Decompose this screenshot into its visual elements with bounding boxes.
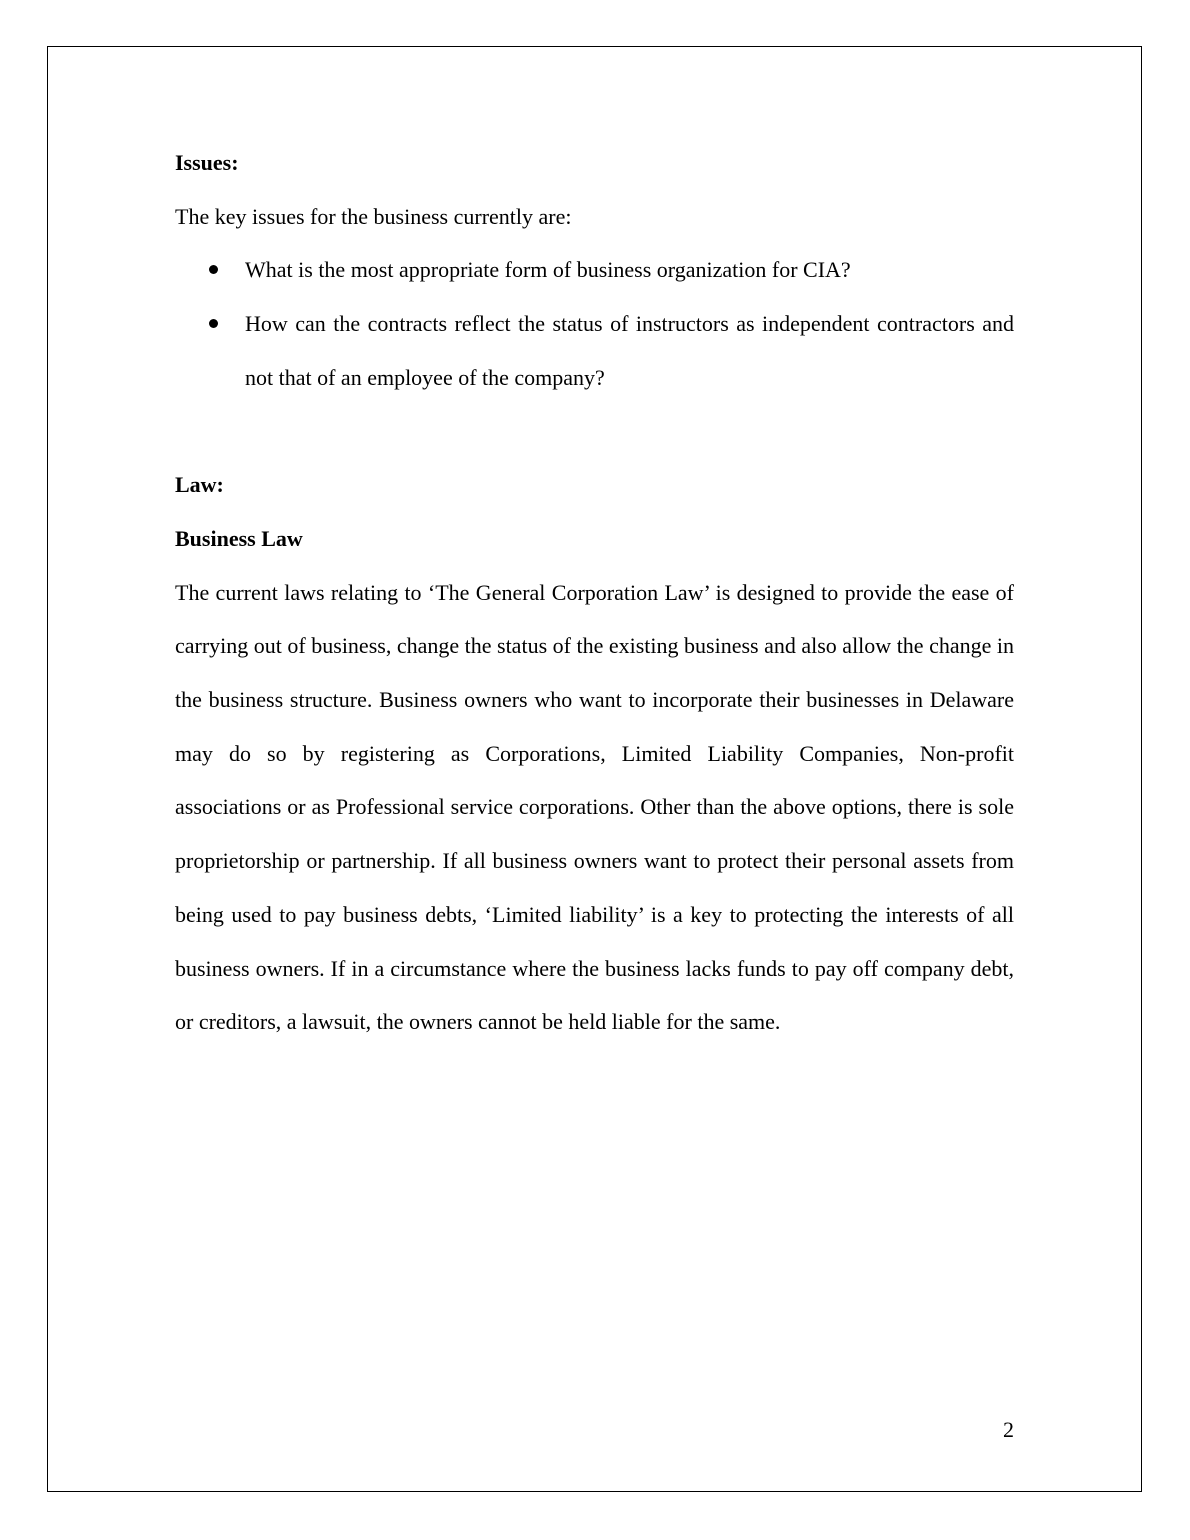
issues-intro: The key issues for the business currently are: <box>175 203 572 229</box>
bullet-icon <box>209 265 218 274</box>
issues-list <box>175 243 1014 404</box>
list-item-text: How can the contracts reflect the status of instructors as independent contractors and not that of an employee of the company? <box>245 311 1014 390</box>
law-heading: Law: <box>175 472 224 498</box>
list-item <box>245 243 1014 297</box>
issues-heading: Issues: <box>175 150 239 175</box>
bullet-icon <box>209 319 218 328</box>
page-number: 2 <box>1003 1417 1014 1442</box>
document-body <box>175 136 1014 1049</box>
business-law-paragraph: The current laws relating to ‘The General Corporation Law’ is designed to provide the ease of carrying out of business, change the status of the existing business and also allow the change in the business structure. Business owners who want to incorporate their businesses in Delaware may do so by registering as Corporations, Limited Liability Companies, Non-profit associations or as Professional service corporations. Other than the above options, there is sole proprietorship or partnership. If all business owners want to protect their personal assets from being used to pay business debts, ‘Limited liability’ is a key to protecting the interests of all business owners. If in a circumstance where the business lacks funds to pay off company debt, or creditors, a lawsuit, the owners cannot be held liable for the same. <box>175 579 1014 1035</box>
section-spacer <box>175 405 1014 459</box>
list-item-text: What is the most appropriate form of business organization for CIA? <box>245 257 851 283</box>
business-law-heading: Business Law <box>175 525 303 551</box>
list-item <box>245 297 1014 404</box>
